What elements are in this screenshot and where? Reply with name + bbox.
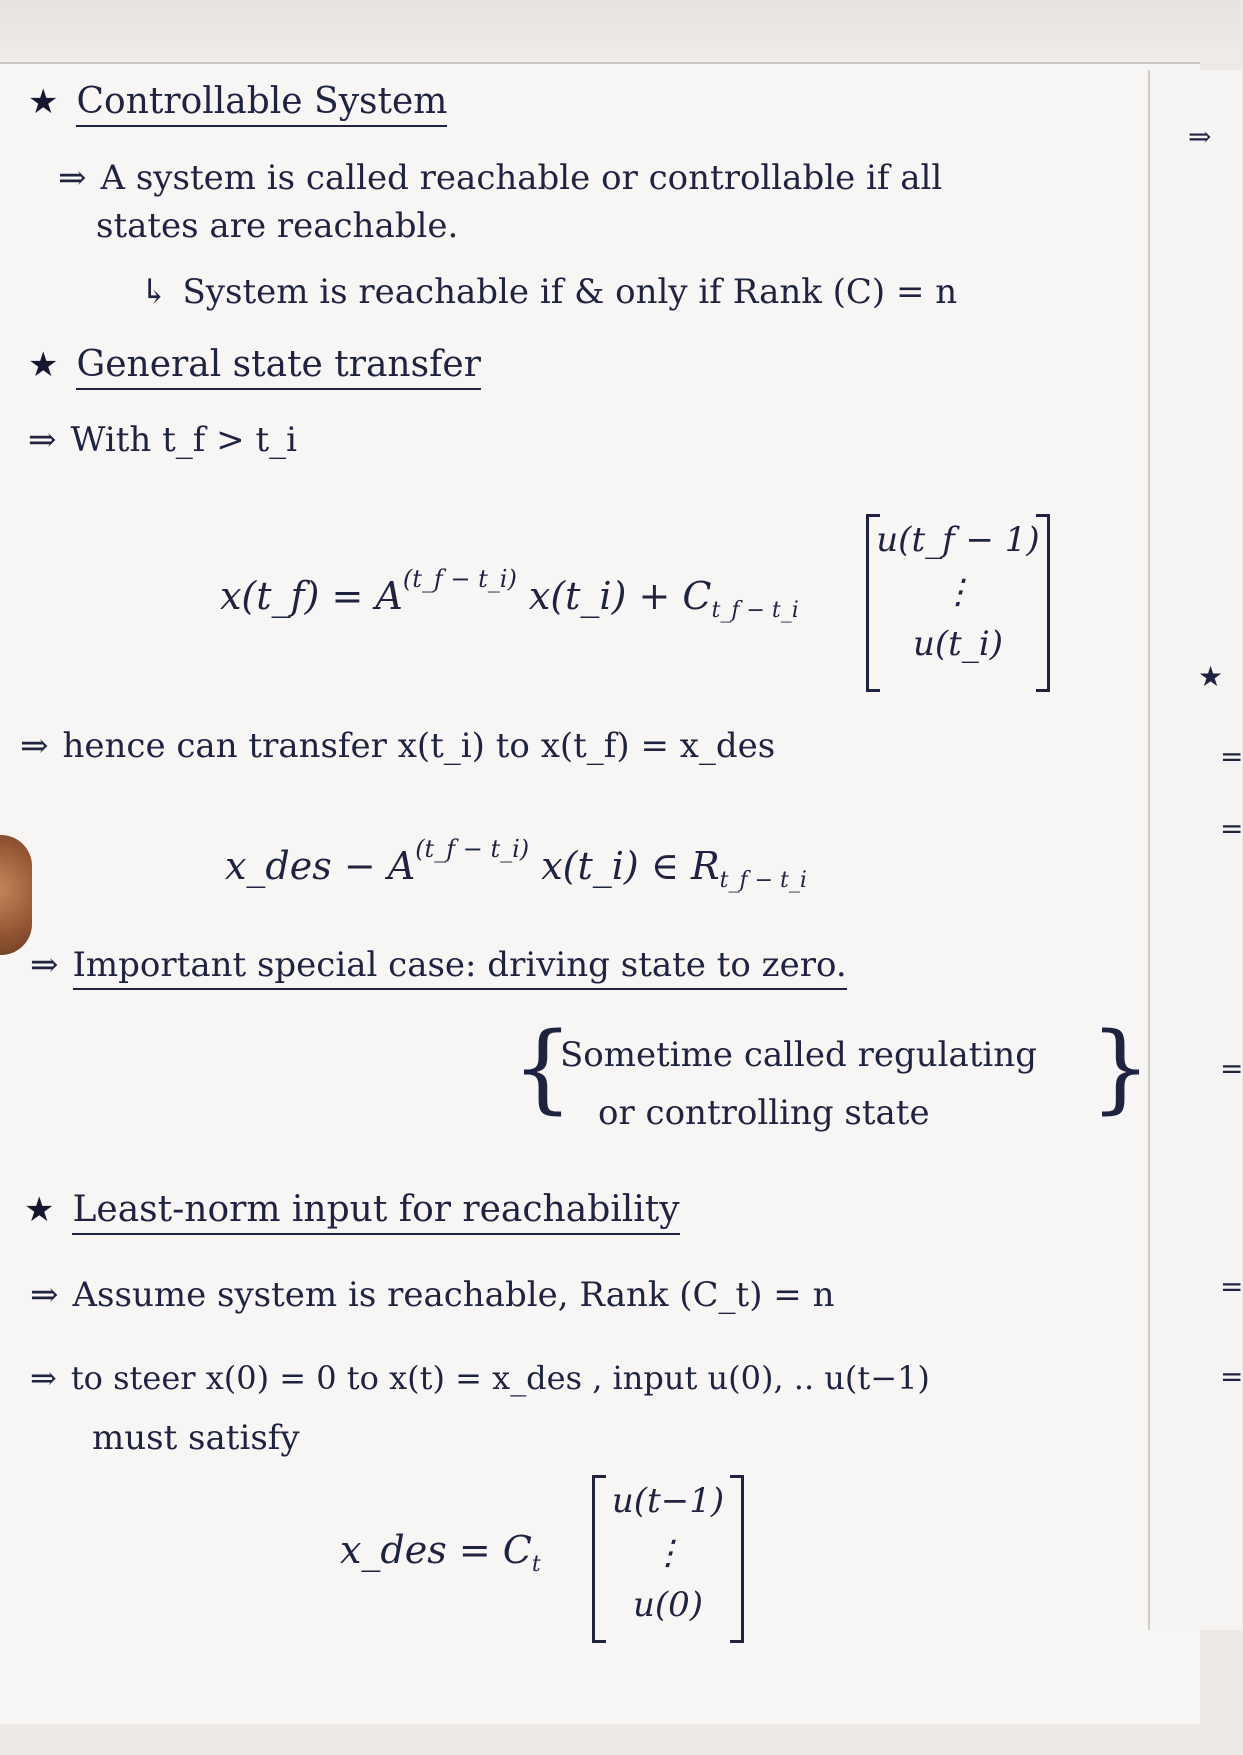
- heading-least-norm-input: ★ Least-norm input for reachability: [24, 1190, 680, 1230]
- must-satisfy-line: must satisfy: [92, 1418, 300, 1458]
- special-case-line: ⇒ Important special case: driving state to zero.: [30, 945, 847, 985]
- right-brace: }: [1090, 1012, 1152, 1124]
- implies-arrow-icon: ⇒: [30, 1359, 57, 1397]
- star-icon: ★: [28, 82, 59, 122]
- adjacent-page: [1148, 70, 1242, 1630]
- margin-arrow: ⇒: [1188, 120, 1212, 153]
- margin-mark: =: [1220, 1270, 1243, 1303]
- margin-mark: =: [1220, 740, 1243, 773]
- margin-mark: =: [1220, 1052, 1243, 1085]
- input-sequence-matrix: u(t_f − 1) ⋮ u(t_i): [866, 514, 1050, 692]
- desk-background: [0, 0, 1240, 62]
- range-condition-equation: x_des − $A^{(t\_f - t\_i)}$ x(t_i) ∈ $R_{t\_f - t\_i}$: [225, 835, 807, 893]
- left-brace: {: [512, 1012, 574, 1124]
- implies-arrow-icon: ⇒: [20, 726, 49, 766]
- implies-arrow-icon: ⇒: [58, 158, 87, 198]
- hook-arrow-icon: ↳: [140, 272, 169, 312]
- implies-arrow-icon: ⇒: [30, 945, 59, 985]
- steer-line: ⇒ to steer x(0) = 0 to x(t) = x_des , input u(0), .. u(t−1): [30, 1359, 930, 1397]
- time-condition: ⇒ With t_f > t_i: [28, 420, 297, 460]
- thumb-photo-artifact: [0, 835, 32, 955]
- assume-reachable-line: ⇒ Assume system is reachable, Rank (C_t) = n: [30, 1275, 835, 1315]
- state-transfer-equation: x(t_f) = $A^{(t\_f - t\_i)}$ x(t_i) + $C_{t\_f - t\_i}$: [220, 565, 799, 623]
- least-norm-equation: x_des = $C_t$: [340, 1528, 541, 1577]
- hence-transfer-line: ⇒ hence can transfer x(t_i) to x(t_f) = x_des: [20, 726, 776, 766]
- star-icon: ★: [28, 345, 59, 385]
- implies-arrow-icon: ⇒: [28, 420, 57, 460]
- reachability-note: ↳ System is reachable if & only if Rank (C) = n: [140, 272, 958, 312]
- margin-mark: =: [1220, 1360, 1243, 1393]
- heading-controllable-system: ★ Controllable System: [28, 82, 447, 122]
- margin-mark: =: [1220, 812, 1243, 845]
- least-norm-input-matrix: u(t−1) ⋮ u(0): [592, 1475, 744, 1643]
- definition-line-2: states are reachable.: [96, 206, 459, 246]
- special-note-2: or controlling state: [598, 1093, 930, 1133]
- definition-line-1: ⇒ A system is called reachable or controllable if all: [58, 158, 943, 198]
- star-icon: ★: [24, 1190, 55, 1230]
- heading-general-state-transfer: ★ General state transfer: [28, 345, 481, 385]
- margin-star-icon: ★: [1198, 660, 1224, 693]
- implies-arrow-icon: ⇒: [30, 1275, 59, 1315]
- special-note-1: Sometime called regulating: [560, 1035, 1037, 1075]
